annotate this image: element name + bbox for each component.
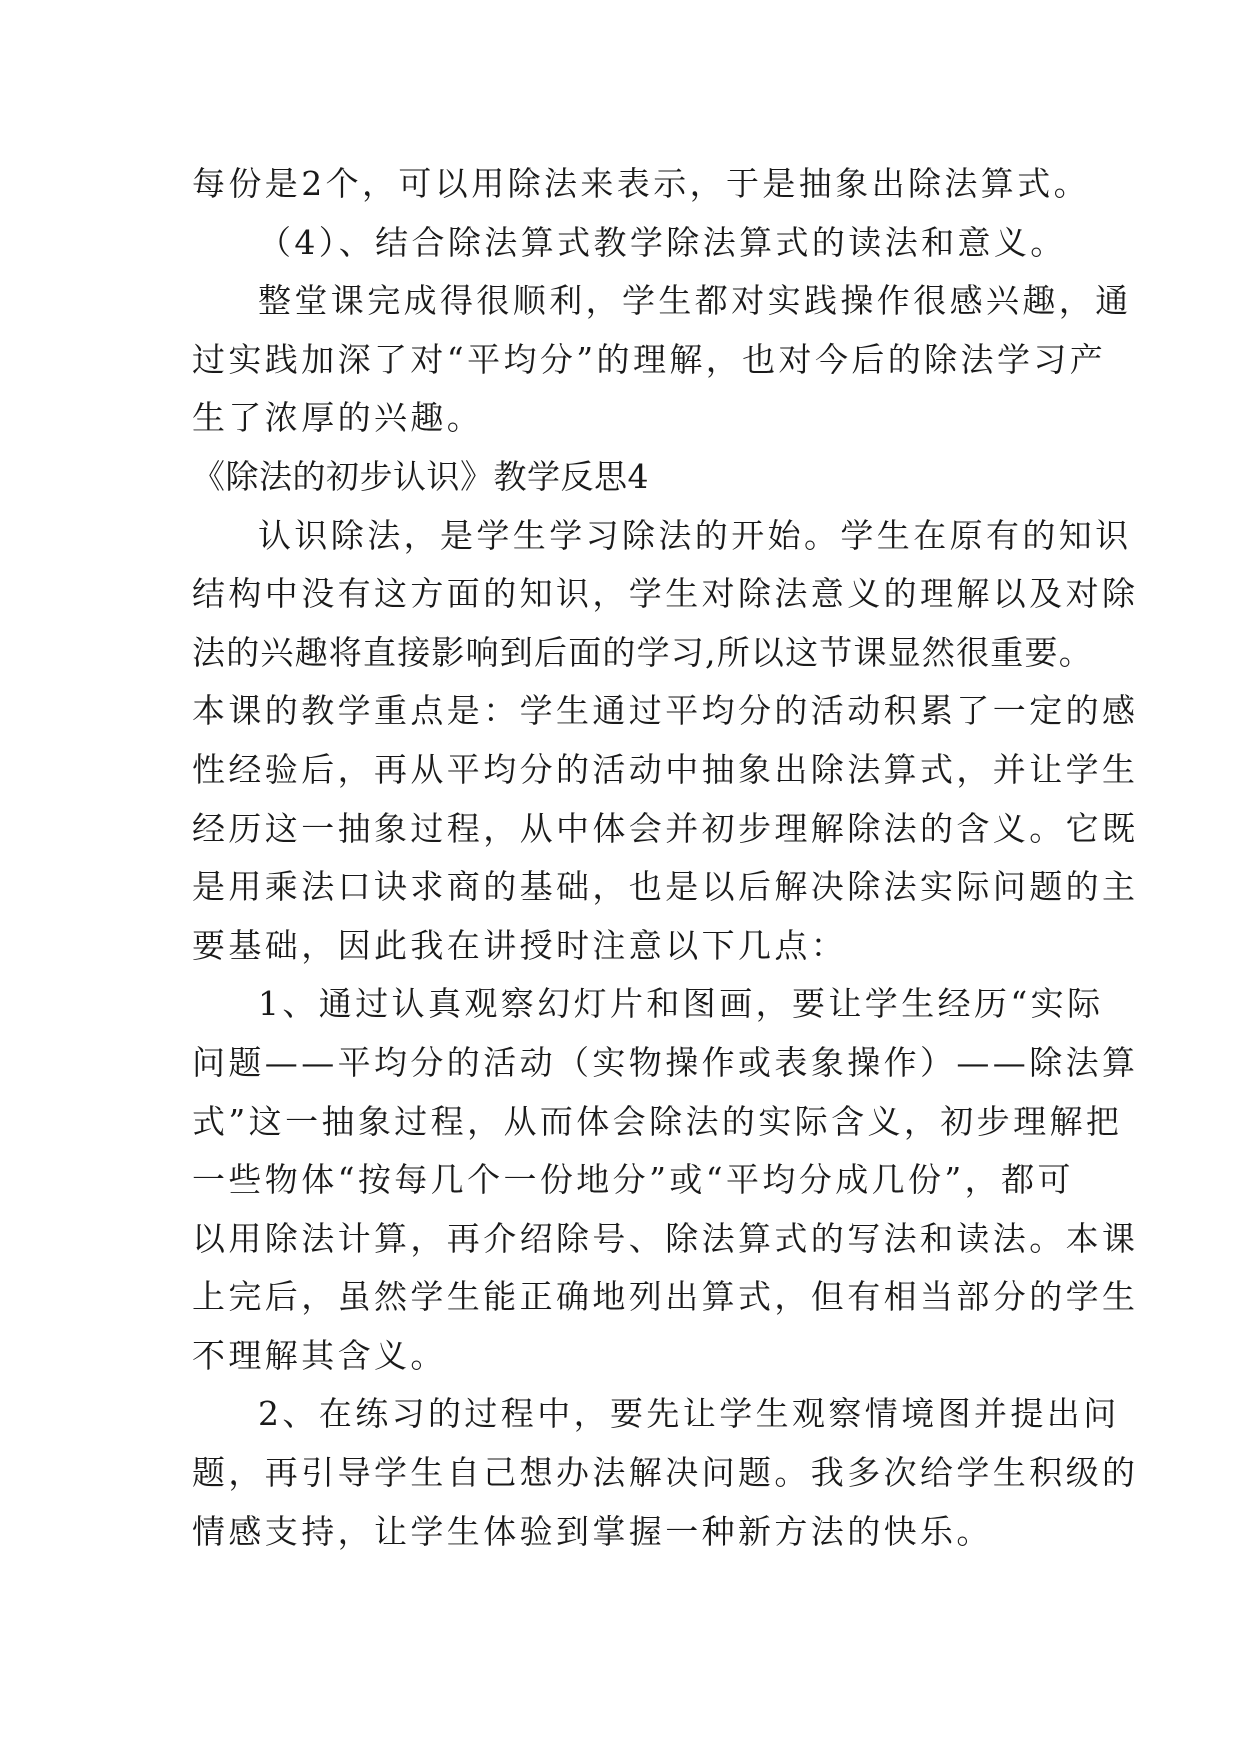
paragraph-line: 情感支持，让学生体验到掌握一种新方法的快乐。 [192,1511,993,1551]
paragraph-line: 结构中没有这方面的知识，学生对除法意义的理解以及对除 [192,574,1139,614]
document-body [192,155,1139,1561]
paragraph-line: 上完后，虽然学生能正确地列出算式，但有相当部分的学生 [192,1277,1139,1317]
paragraph-line: 每份是2个，可以用除法来表示，于是抽象出除法算式。 [192,164,1090,203]
paragraph-line: 本课的教学重点是：学生通过平均分的活动积累了一定的感 [192,691,1139,731]
paragraph-line: 一些物体“按每几个一份地分”或“平均分成几份”，都可 [192,1160,1074,1200]
paragraph-line: 性经验后，再从平均分的活动中抽象出除法算式，并让学生 [192,749,1139,789]
section-heading: 《除法的初步认识》教学反思4 [192,456,649,496]
paragraph-line: 要基础，因此我在讲授时注意以下几点： [192,925,848,965]
paragraph-line: 2、在练习的过程中，要先让学生观察情境图并提出问 [258,1394,1120,1434]
paragraph-line: 问题——平均分的活动（实物操作或表象操作）——除法算 [192,1042,1139,1082]
paragraph-line: 生了浓厚的兴趣。 [192,398,484,438]
paragraph-line: 以用除法计算，再介绍除号、除法算式的写法和读法。本课 [192,1218,1139,1258]
paragraph-line: 是用乘法口诀求商的基础，也是以后解决除法实际问题的主 [192,867,1139,907]
paragraph-line: 题，再引导学生自己想办法解决问题。我多次给学生积级的 [192,1453,1139,1493]
paragraph-line: 整堂课完成得很顺利，学生都对实践操作很感兴趣，通 [258,281,1132,321]
paragraph-line: （4）、结合除法算式教学除法算式的读法和意义。 [258,222,1067,262]
paragraph-line: 不理解其含义。 [192,1335,447,1375]
paragraph-line: 1、通过认真观察幻灯片和图画，要让学生经历“实际 [258,984,1104,1024]
paragraph-line: 经历这一抽象过程，从中体会并初步理解除法的含义。它既 [192,808,1139,848]
paragraph-line: 认识除法，是学生学习除法的开始。学生在原有的知识 [258,515,1132,555]
paragraph-line: 法的兴趣将直接影响到后面的学习,所以这节课显然很重要。 [192,632,1093,672]
paragraph-line: 过实践加深了对“平均分”的理解，也对今后的除法学习产 [192,339,1107,379]
paragraph-line: 式”这一抽象过程，从而体会除法的实际含义，初步理解把 [192,1101,1123,1141]
